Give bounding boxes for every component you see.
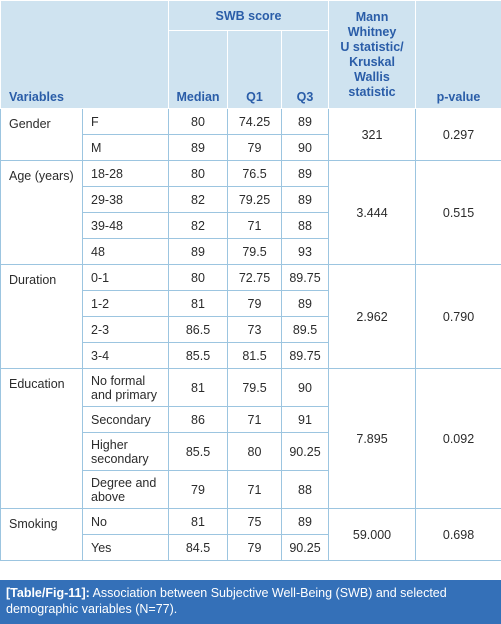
median-cell: 86.5 bbox=[169, 317, 228, 343]
q3-cell: 90.25 bbox=[282, 433, 329, 471]
header-stat-line: Whitney bbox=[347, 24, 397, 39]
variable-name: Gender bbox=[1, 109, 83, 161]
variable-level bbox=[83, 239, 169, 265]
variable-level-line: 0-1 bbox=[91, 270, 110, 285]
q3-cell: 90 bbox=[282, 135, 329, 161]
header-q3: Q3 bbox=[282, 31, 329, 109]
variable-name: Duration bbox=[1, 265, 83, 369]
table-row bbox=[1, 265, 501, 291]
header-pvalue: p-value bbox=[416, 1, 501, 109]
q3-cell: 90.25 bbox=[282, 535, 329, 561]
q1-cell: 79 bbox=[228, 535, 282, 561]
variable-level bbox=[83, 291, 169, 317]
header-stat-line: Kruskal bbox=[349, 54, 395, 69]
variable-name: Smoking bbox=[1, 509, 83, 561]
median-cell: 81 bbox=[169, 509, 228, 535]
variable-level-line: 1-2 bbox=[91, 296, 110, 311]
variable-level bbox=[83, 343, 169, 369]
statistic-cell: 59.000 bbox=[329, 509, 416, 561]
median-cell: 82 bbox=[169, 187, 228, 213]
q1-cell: 79 bbox=[228, 135, 282, 161]
q1-cell: 81.5 bbox=[228, 343, 282, 369]
variable-level-line: 29-38 bbox=[91, 192, 123, 207]
q3-cell: 89 bbox=[282, 291, 329, 317]
median-cell: 85.5 bbox=[169, 433, 228, 471]
median-cell: 80 bbox=[169, 109, 228, 135]
variable-level bbox=[83, 109, 169, 135]
q1-cell: 72.75 bbox=[228, 265, 282, 291]
median-cell: 81 bbox=[169, 369, 228, 407]
variable-level-line: F bbox=[91, 114, 99, 129]
variable-level-line: No formal bbox=[91, 373, 146, 388]
table-header bbox=[1, 1, 501, 109]
median-cell: 89 bbox=[169, 239, 228, 265]
pvalue-cell: 0.297 bbox=[416, 109, 501, 161]
median-cell: 80 bbox=[169, 161, 228, 187]
variable-level bbox=[83, 369, 169, 407]
variable-level-line: secondary bbox=[91, 451, 149, 466]
q1-cell: 79.25 bbox=[228, 187, 282, 213]
variable-name: Age (years) bbox=[1, 161, 83, 265]
statistic-cell: 2.962 bbox=[329, 265, 416, 369]
variable-level-line: 2-3 bbox=[91, 322, 110, 337]
variable-level bbox=[83, 407, 169, 433]
variable-level-line: 3-4 bbox=[91, 348, 110, 363]
header-median: Median bbox=[169, 31, 228, 109]
pvalue-cell: 0.515 bbox=[416, 161, 501, 265]
variable-level bbox=[83, 135, 169, 161]
variable-level-line: 18-28 bbox=[91, 166, 123, 181]
variable-level-line: Degree and bbox=[91, 475, 157, 490]
q1-cell: 79.5 bbox=[228, 239, 282, 265]
variable-level-line: Yes bbox=[91, 540, 112, 555]
q3-cell: 93 bbox=[282, 239, 329, 265]
variable-level bbox=[83, 509, 169, 535]
header-variables: Variables bbox=[1, 1, 169, 109]
table-row bbox=[1, 369, 501, 407]
variable-level-line: above bbox=[91, 489, 126, 504]
median-cell: 86 bbox=[169, 407, 228, 433]
median-cell: 80 bbox=[169, 265, 228, 291]
header-stat-line: Mann bbox=[355, 9, 389, 24]
table-body bbox=[1, 109, 501, 561]
q3-cell: 90 bbox=[282, 369, 329, 407]
q3-cell: 89.75 bbox=[282, 265, 329, 291]
header-q1: Q1 bbox=[228, 31, 282, 109]
q3-cell: 89 bbox=[282, 509, 329, 535]
median-cell: 85.5 bbox=[169, 343, 228, 369]
table-row bbox=[1, 509, 501, 535]
median-cell: 81 bbox=[169, 291, 228, 317]
q3-cell: 89 bbox=[282, 109, 329, 135]
statistic-cell: 7.895 bbox=[329, 369, 416, 509]
pvalue-cell: 0.092 bbox=[416, 369, 501, 509]
q1-cell: 71 bbox=[228, 407, 282, 433]
median-cell: 89 bbox=[169, 135, 228, 161]
pvalue-cell: 0.790 bbox=[416, 265, 501, 369]
variable-level bbox=[83, 317, 169, 343]
variable-level bbox=[83, 535, 169, 561]
variable-level bbox=[83, 161, 169, 187]
q3-cell: 88 bbox=[282, 213, 329, 239]
variable-level bbox=[83, 471, 169, 509]
q3-cell: 89.5 bbox=[282, 317, 329, 343]
variable-level-line: No bbox=[91, 514, 107, 529]
caption-label: [Table/Fig-11]: bbox=[6, 586, 90, 600]
pvalue-cell: 0.698 bbox=[416, 509, 501, 561]
variable-level-line: Secondary bbox=[91, 412, 151, 427]
q3-cell: 89 bbox=[282, 161, 329, 187]
table-row bbox=[1, 161, 501, 187]
variable-level-line: 39-48 bbox=[91, 218, 123, 233]
q3-cell: 91 bbox=[282, 407, 329, 433]
q1-cell: 80 bbox=[228, 433, 282, 471]
q1-cell: 74.25 bbox=[228, 109, 282, 135]
variable-level bbox=[83, 187, 169, 213]
header-stat-line: statistic bbox=[348, 84, 396, 99]
table-caption bbox=[0, 580, 501, 624]
median-cell: 82 bbox=[169, 213, 228, 239]
q1-cell: 79 bbox=[228, 291, 282, 317]
variable-level bbox=[83, 433, 169, 471]
variable-level-line: 48 bbox=[91, 244, 105, 259]
variable-name: Education bbox=[1, 369, 83, 509]
q1-cell: 73 bbox=[228, 317, 282, 343]
header-stat-line: Wallis bbox=[354, 69, 390, 84]
variable-level-line: M bbox=[91, 140, 102, 155]
statistic-cell: 3.444 bbox=[329, 161, 416, 265]
table-row bbox=[1, 109, 501, 135]
variable-level bbox=[83, 213, 169, 239]
q3-cell: 89 bbox=[282, 187, 329, 213]
header-swb-score: SWB score bbox=[169, 1, 329, 31]
median-cell: 79 bbox=[169, 471, 228, 509]
variable-level-line: and primary bbox=[91, 387, 157, 402]
q1-cell: 71 bbox=[228, 213, 282, 239]
q3-cell: 89.75 bbox=[282, 343, 329, 369]
median-cell: 84.5 bbox=[169, 535, 228, 561]
q3-cell: 88 bbox=[282, 471, 329, 509]
statistic-cell: 321 bbox=[329, 109, 416, 161]
header-stat-line: U statistic/ bbox=[340, 39, 404, 54]
caption-text: Association between Subjective Well-Being (SWB) and selected demographic variables (N=77). bbox=[6, 586, 447, 616]
header-statistic bbox=[329, 1, 416, 109]
q1-cell: 79.5 bbox=[228, 369, 282, 407]
q1-cell: 75 bbox=[228, 509, 282, 535]
variable-level-line: Higher bbox=[91, 437, 128, 452]
q1-cell: 71 bbox=[228, 471, 282, 509]
variable-level bbox=[83, 265, 169, 291]
q1-cell: 76.5 bbox=[228, 161, 282, 187]
